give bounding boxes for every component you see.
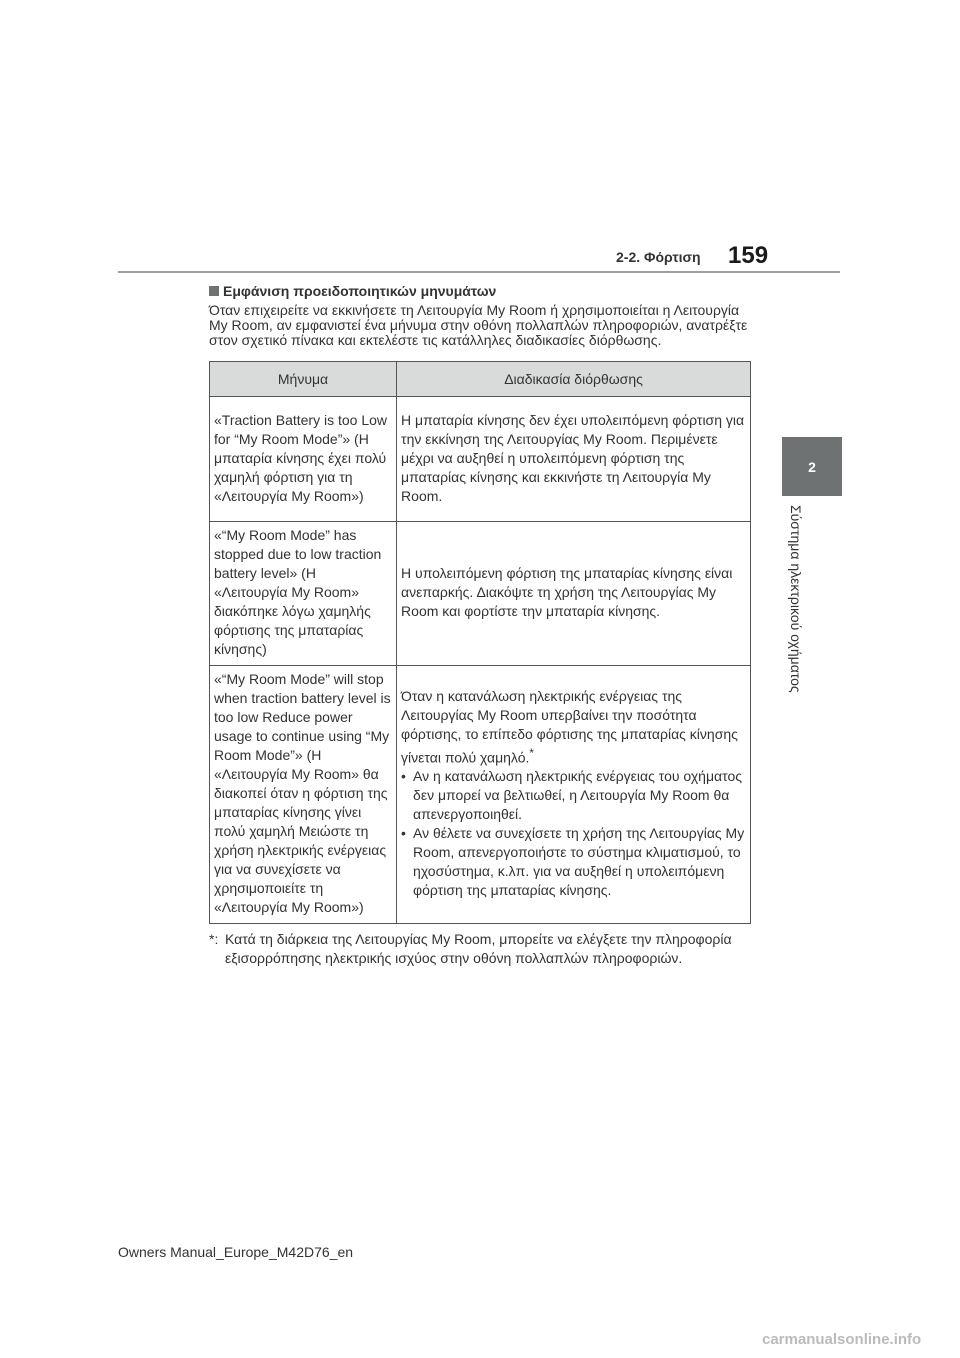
message-cell: «“My Room Mode” will stop when traction battery level is too low Reduce power usage to continue using “My Room Mode”» (Η «Λειτουργία My Room» θα διακοπεί όταν η φόρτιση της μπαταρίας κίνησης γίνει πολύ χαμηλή Μειώστε τη χρήση ηλεκτρικής ενέργειας για να συνεχίσετε να χρησιμοποιείτε τη «Λειτουργία My Room») — [210, 666, 397, 924]
procedure-text: Όταν η κατανάλωση ηλεκτρικής ενέργειας της Λειτουργίας My Room υπερβαίνει την ποσότητα φόρτισης, το επίπεδο φόρτισης της μπαταρίας κίνησης γίνεται πολύ χαμηλό. — [401, 687, 738, 766]
procedure-cell: Η μπαταρία κίνησης δεν έχει υπολειπόμενη φόρτιση για την εκκίνηση της Λειτουργίας My Room. Περιμένετε μέχρι να αυξηθεί η υπολειπόμενη φόρτιση της μπαταρίας κίνησης και εκκινήστε τη Λειτουργία My Room. — [397, 397, 751, 522]
chapter-number: 2 — [808, 458, 816, 475]
intro-paragraph: Όταν επιχειρείτε να εκκινήσετε τη Λειτουργία My Room ή χρησιμοποιείται η Λειτουργία My Room, αν εμφανιστεί ένα μήνυμα στην οθόνη πολλαπλών πληροφοριών, ανατρέξτε στον σχετικό πίνακα και εκτελέστε τις κατάλληλες διαδικασίες διόρθωσης. — [209, 302, 748, 348]
list-item-text: Αν η κατανάλωση ηλεκτρικής ενέργειας του οχήματος δεν μπορεί να βελτιωθεί, η Λειτουργία My Room θα απενεργοποιηθεί. — [413, 768, 742, 823]
bullet-icon: • — [401, 825, 406, 842]
table-row — [210, 522, 751, 666]
footnote — [209, 930, 751, 968]
list-item — [401, 767, 746, 824]
chapter-tab — [782, 437, 842, 496]
page-footer: Owners Manual_Europe_M42D76_en — [118, 1244, 354, 1260]
procedure-paragraph — [401, 687, 746, 768]
warning-messages-table — [209, 361, 751, 924]
watermark: carmanualsonline.info — [762, 1331, 922, 1348]
section-title: 2-2. Φόρτιση — [616, 249, 701, 265]
message-cell: «“My Room Mode” has stopped due to low traction battery level» (Η «Λειτουργία My Room» διακόπηκε λόγω χαμηλής φόρτισης της μπαταρίας κίνησης) — [210, 522, 397, 666]
table-row — [210, 666, 751, 924]
list-item — [401, 824, 746, 900]
column-header-procedure: Διαδικασία διόρθωσης — [397, 362, 751, 397]
column-header-message: Μήνυμα — [210, 362, 397, 397]
square-bullet-icon — [209, 286, 219, 296]
procedure-cell — [397, 666, 751, 924]
footnote-mark: *: — [209, 931, 219, 947]
page-number: 159 — [728, 242, 769, 269]
procedure-cell: Η υπολειπόμενη φόρτιση της μπαταρίας κίνησης είναι ανεπαρκής. Διακόψτε τη χρήση της Λειτουργίας My Room και φορτίστε την μπαταρία κίνησης. — [397, 522, 751, 666]
header-divider — [118, 271, 840, 273]
table-row — [210, 397, 751, 522]
message-cell: «Traction Battery is too Low for “My Room Mode”» (Η μπαταρία κίνησης έχει πολύ χαμηλή φόρτιση για τη «Λειτουργία My Room») — [210, 397, 397, 522]
list-item-text: Αν θέλετε να συνεχίσετε τη χρήση της Λειτουργίας My Room, απενεργοποιήστε το σύστημα κλιματισμού, το ηχοσύστημα, κ.λπ. για να αυξηθεί η υπολειπόμενη φόρτιση της μπαταρίας κίνησης. — [413, 825, 745, 899]
main-content — [209, 283, 751, 968]
table-header-row — [210, 362, 751, 397]
section-heading — [209, 283, 751, 299]
footnote-reference: * — [529, 746, 534, 760]
bullet-icon: • — [401, 768, 406, 785]
section-heading-text: Εμφάνιση προειδοποιητικών μηνυμάτων — [223, 283, 497, 299]
chapter-label: Σύστημα ηλεκτρικού οχήματος — [788, 505, 804, 693]
footnote-text: Κατά τη διάρκεια της Λειτουργίας My Room, μπορείτε να ελέγξετε την πληροφορία εξισορρόπησης ηλεκτρικής ισχύος στην οθόνη πολλαπλών πληροφοριών. — [225, 931, 732, 966]
